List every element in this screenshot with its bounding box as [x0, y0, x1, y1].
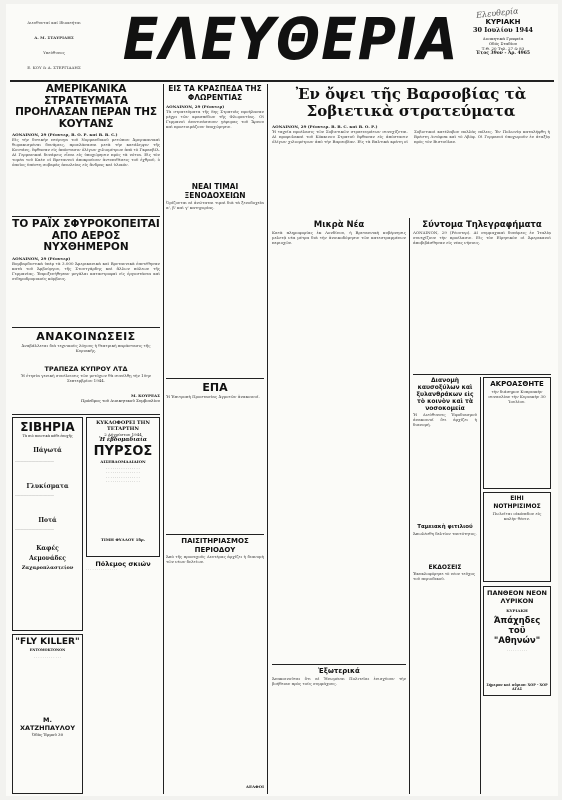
col3-hotel-prices: ΝΕΑΙ ΤΙΜΑΙ ΞΕΝΟΔΟΧΕΙΩΝ Ὁρίζονται αἱ ἀνώταται τιμαὶ διὰ τὰ ξενοδοχεῖα α', β' καὶ γ' κατηγορίας.	[166, 182, 264, 210]
bank-name: ΤΡΑΠΕΖΑ ΚΥΠΡΟΥ ΛΤΔ	[44, 365, 128, 373]
col1-main-story	[12, 84, 160, 225]
col1-second-story: ΤΟ ΡΑΪΧ ΣΦΥΡΟΚΟΠΕΙΤΑΙ ΑΠΟ ΑΕΡΟΣ ΝΥΧΘΗΜΕΡΟΝ ΛΟΝΔΙΝΟΝ, 29 (Ρέουτερ) Βομβαρδιστικὰ ὑπὲρ τὰ 3.000 Ἀμερικανικὰ καὶ Βρεταννικὰ ἐπετέθησαν κατὰ τοῦ Ἁμβούργου, τῆς Στουτγάρδης καὶ ἄλλων πόλεων τῆς Γερμανίας. Ἐπροξενήθησαν μεγάλαι καταστροφαὶ εἰς ἐργοστάσια καὶ σιδηροδρομικοὺς κόμβους.	[12, 218, 160, 281]
lead-short-news: Μικρὰ Νέα Κατὰ πληροφορίας ἐκ Λονδίνου, ἡ Βρεταννικὴ κυβέρνησις μελετᾷ νέα μέτρα διὰ τὴν ἀνοικοδόμησιν τῶν κατεστραμμένων περιοχῶν.	[272, 220, 406, 245]
akroasthete-ad: ΑΚΡΟΑΣΘΗΤΕ τὴν διάσημον Κυπριακὴν συναυλίαν τὴν Κυριακὴν 30 Ἰουλίου.	[483, 377, 551, 489]
col3-epa: ΕΠΑ Ἡ Ἐπιτροπὴ Προστασίας Ἀγροτῶν ἀνακοινοῖ.	[166, 381, 260, 399]
masthead-left-info: Διευθυνταί καί Ιδιοκτήται Α. Μ. ΣΤΑΥΡΙΔΗΣ Υπεύθυνος Ε. ΚΟΥ & Α. ΣΤΕΡΓΙΑΔΗΣ	[27, 20, 81, 70]
polemos-story: Πόλεμος σκιών · · · · · · · · · · · · · · ·	[86, 560, 151, 572]
bank-signature: Μ. ΚΟΥΡΕΑΣ	[130, 393, 160, 398]
col3-rationing: ΠΑΙΣΙΤΗΡΙΑΣΜΟΣ ΠΕΡΙΟΔΟΥ Ἀπὸ τῆς προσεχοῦς Δευτέρας ἀρχίζει ἡ διανομὴ τῶν νέων δελτίων. ΔΕΛΦΟΙ	[166, 537, 264, 789]
col1-headline: ΑΜΕΡΙΚΑΝΙΚΑ ΣΤΡΑΤΕΥΜΑΤΑ ΠΡΟΗΛΑΣΑΝ ΠΕΡΑΝ ΤΗΣ ΚΟΥΤΑΝΣ	[15, 83, 157, 130]
issue-date: 30 Ιουλίου 1944	[472, 26, 534, 34]
col5-firewood: Διανομὴ καυσοξύλων καὶ ξυλανθράκων εἰς τὸ κοινὸν καὶ τὰ νοσοκομεία Ἡ Διεύθυνσις Ἐφοδιασμοῦ ἀνακοινοῖ ὅτι ἀρχίζει ἡ διανομή. Ταμειακὴ φιτιλιού Ἀπωλέσθη δελτίον ταυτότητος.	[413, 377, 477, 536]
sivria-ad: ΣΙΒΗΡΙΑ Τὰ πιὸ ποιοτικὰ κάθε ἐποχῆς Πάγωτά _______________________ Γλυκίσματα _______________________ Ποτά _______________________ Καφές Αεμονάδες Ζαχαροπλαστείον	[12, 417, 83, 631]
pyrsos-ad: ΚΥΚΛΟΦΟΡΕΙ ΤΗΝ ΤΕΤΑΡΤΗΝ 2 Αὐγούστου 1944 Ἡ ἑβδομαδιαία ΠΥΡΣΟΣ ΔΙΣΕΒΔΟΜΑΔΙΑΙΟΝ · · · · · · · · · · · · · · · · · · · · · · · · · · · · · · · · · · · · · · · · · · · · · · · · · · · · · · · · · · · · · · · · ΤΙΜΗ ΦΥΛΛΟΥ 1δρ.	[86, 417, 160, 557]
stamp-mark: Ελευθερία	[475, 6, 519, 20]
lead-headline: Ἐν ὄψει τῆς Βαρσοβίας τὰ Σοβιετικὰ στρατεύματα	[295, 85, 527, 120]
nosiresimos-ad: ΕΙΗΙ ΝΟΤΗΡΙΣΙΜΟΣ Πωλεῖται οἰκόπεδον εἰς καλὴν θέσιν.	[483, 492, 551, 582]
masthead-right-info: ΚΥΡΙΑΚΗ 30 Ιουλίου 1944 Διοικητικά Γραφεία Οδός Σταδίου Τ.Θ. 20 Τηλ. 27 & 83 Έτος 39ον - Άρ. 4965	[454, 18, 552, 78]
lead-foreign: Ἑξωτερικά Ἀνακοινοῦται ὅτι αἱ Ἡνωμέναι Πολιτεῖαι ἐνισχύουν τὴν βοήθειαν πρὸς τοὺς συμμάχους.	[272, 667, 406, 686]
col5-lower-text: ΕΚΔΟΣΕΙΣ Ἐκυκλοφόρησε τὸ νέον τεῦχος τοῦ περιοδικοῦ.	[413, 564, 477, 581]
col5-telegrams: Σύντομα Τηλεγραφήματα ΛΟΝΔΙΝΟΝ, 29 (Ρέουτερ). Αἱ συμμαχικαὶ δυνάμεις ἐν Ἰταλίᾳ συνεχίζουν τὴν προέλασιν. Εἰς τὸν Εἰρηνικὸν οἱ Ἀμερικανοὶ ἀποβιβάσθησαν εἰς νέας νήσους.	[413, 220, 551, 245]
flykiller-ad: "FLY KILLER" ΕΝΤΟΜΟΚΤΟΝΟΝ · · · · · · · · · · · · · Μ. ΧΑΤΖΗΠΑΥΛΟΥ Ὁδὸς Ἑρμοῦ 30	[12, 634, 83, 794]
masthead-title: ΕΛΕΥΘΕΡΙΑ	[122, 5, 459, 73]
col1-body: Εἰς τὴν δυτικὴν πτέρυγα τοῦ Νορμανδικοῦ μετώπου Ἀμερικανικαὶ θωρακισμέναι δυνάμεις, προελάσασαι μετὰ τὴν κατάληψιν τῆς Κουτάνς, ἔφθασαν εἰς ἀπόστασιν ὀλίγων χιλιομέτρων ἀπὸ τὸ Γκρανβίλ. Αἱ Γερμανικαὶ δυνάμεις εἶναι εἰς ὑποχώρησιν πρὸς τὰ νότια. Εἰς τὸν τομέα τοῦ Καὲν οἱ Βρεταννοὶ ἀποκρούουν ἀντεπιθέσεις τοῦ ἐχθροῦ, ὁ ὁποῖος ὑπέστη σοβαρὰς ἀπωλείας εἰς ἄνδρας καὶ ὑλικόν.	[12, 137, 160, 167]
col3-florence-story: ΕΙΣ ΤΑ ΚΡΑΣΠΕΔΑ ΤΗΣ ΦΛΩΡΕΝΤΙΑΣ ΛΟΝΔΙΝΟΝ, 29 (Ρέουτερ) Τὰ στρατεύματα τῆς 8ης Στρατιᾶς προήλασαν μέχρι τῶν κρασπέδων τῆς Φλωρεντίας. Οἱ Γερμανοὶ ἀνατινάσσουν γέφυρας τοῦ Ἄρνου καὶ προετοιμάζουν ὑποχώρησιν.	[166, 84, 264, 129]
col1-dateline: ΛΟΝΔΙΝΟΝ, 29 (Ρέουτερ, Β. Ο. Ρ. καί Β. Β. C.)	[12, 132, 118, 137]
cinema-show-title: Άπάχηδες τοῦ "Αθηνών"	[493, 616, 541, 646]
col1-headline2: ΤΟ ΡΑΪΧ ΣΦΥΡΟΚΟΠΕΙΤΑΙ ΑΠΟ ΑΕΡΟΣ ΝΥΧΘΗΜΕΡΟΝ	[12, 218, 160, 253]
col1-notices: ΑΝΑΚΟΙΝΩΣΕΙΣ Ἀναβάλλεται διὰ τεχνικοὺς λόγους ἡ θεατρικὴ παράστασις τῆς Κυριακῆς. ΤΡΑΠΕΖΑ ΚΥΠΡΟΥ ΛΤΔ Ἡ ἐτησία γενικὴ συνέλευσις τῶν μετόχων θὰ συνέλθῃ τὴν 10ην Σεπτεμβρίου 1944. Μ. ΚΟΥΡΕΑΣ Πρόεδρος τοῦ Διοικητικοῦ Συμβουλίου	[12, 330, 160, 403]
newspaper-page	[6, 4, 558, 796]
cinema-ad: ΠΑΝΘΕΟΝ ΝΕΟΝ ΛΥΡΙΚΟΝ ΚΥΡΙΑΚΗ Άπάχηδες τοῦ "Αθηνών" · · · · · · · · · · Σήμερον καὶ αὔριον: ΧΟΡ - ΧΟΡ ΑΓΑΣ	[483, 586, 551, 696]
lead-story: ΛΟΝΔΙΝΟΝ, 29 (Ρέουτερ. B. B. C. καὶ Β. Ο. Ρ.) Ἡ ταχεῖα προέλασις τῶν Σοβιετικῶν στρατευμάτων συνεχίζεται. Αἱ προφυλακαὶ τοῦ Κόκκινου Στρατοῦ ἔφθασαν εἰς ἀπόστασιν ὀλίγων χιλιομέτρων ἀπὸ τὴν Βαρσοβίαν. Εἰς τὰ Βαλτικὰ κράτη οἱ Σοβιετικοὶ κατέλαβον πολλὰς πόλεις. Ἐν Πολωνίᾳ καταλήφθη ἡ Βρέστη Λιτόφσκ καὶ τὸ Λβόφ. Οἱ Γερμανοὶ ὑποχωροῦν ἐν ἀταξίᾳ πρὸς τὸν Βιστούλαν.	[272, 124, 550, 144]
